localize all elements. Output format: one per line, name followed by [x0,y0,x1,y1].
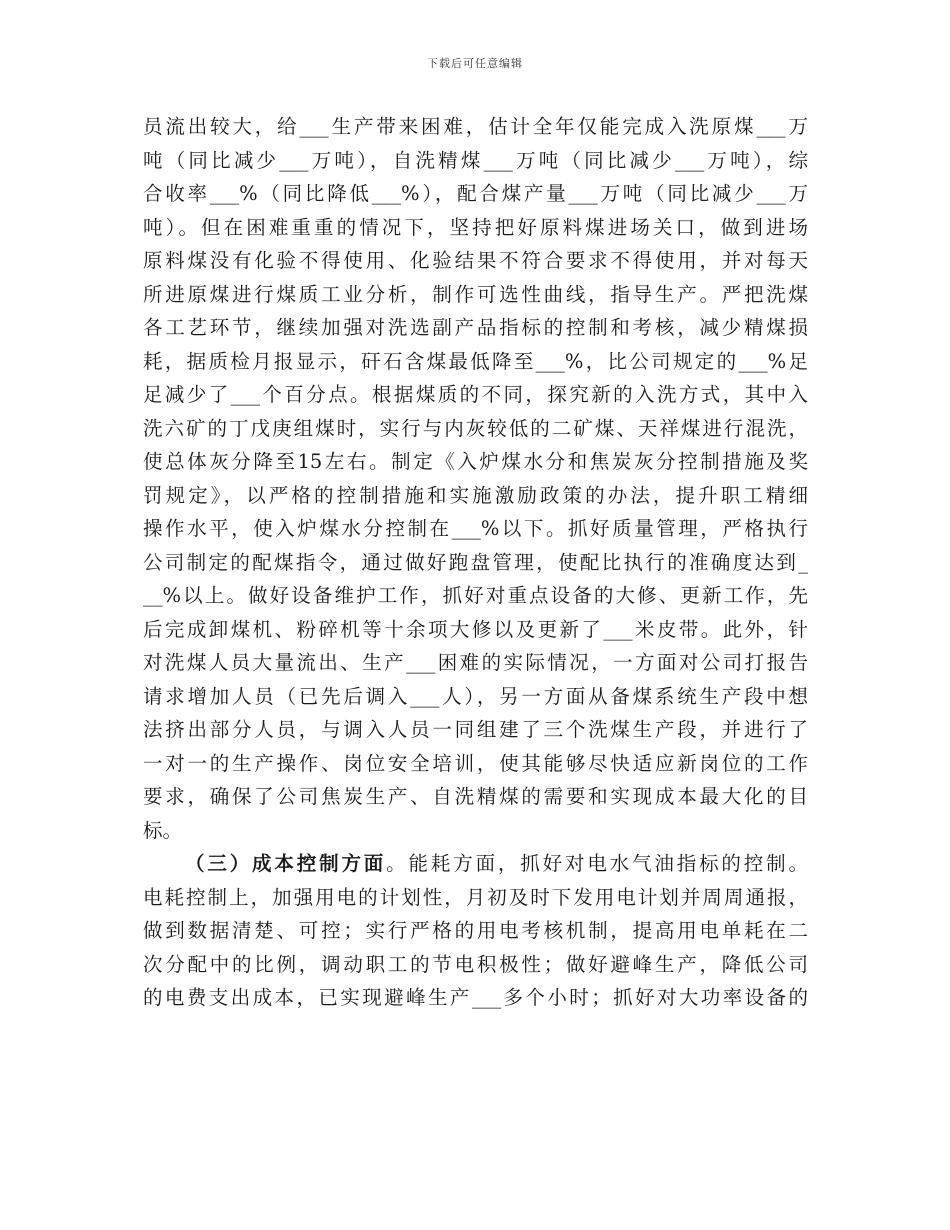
text-line: 合收率___%（同比降低___%），配合煤产量___万吨（同比减少___万 [143,182,808,205]
paragraph-cost-control [143,847,808,1015]
page-header: 下载后可任意编辑 [427,57,523,70]
text-line: __%以上。做好设备维护工作，抓好对重点设备的大修、更新工作，先 [143,584,808,607]
text-line: 员流出较大，给___生产带来困难，估计全年仅能完成入洗原煤___万 [143,115,808,138]
text-line: 公司制定的配煤指令，通过做好跑盘管理，使配比执行的准确度达到_ [143,550,808,574]
text-line: 吨（同比减少___万吨），自洗精煤___万吨（同比减少___万吨），综 [143,148,808,172]
text-line: 所进原煤进行煤质工业分析，制作可选性曲线，指导生产。严把洗煤 [143,282,808,306]
text-line: 的电费支出成本，已实现避峰生产___多个小时；抓好对大功率设备的 [143,986,808,1009]
text-line: 要求，确保了公司焦炭生产、自洗精煤的需要和实现成本最大化的目 [143,785,808,808]
text-line: 操作水平，使入炉煤水分控制在___%以下。抓好质量管理，严格执行 [143,517,808,540]
text-line: 一对一的生产操作、岗位安全培训，使其能够尽快适应新岗位的工作 [143,751,808,775]
text-line: 后完成卸煤机、粉碎机等十余项大修以及更新了___米皮带。此外，针 [143,617,808,641]
text-line: 足减少了___个百分点。根据煤质的不同，探究新的入洗方式，其中入 [143,383,808,406]
document-body [143,110,808,1015]
text-line: 做到数据清楚、可控；实行严格的用电考核机制，提高用电单耗在二 [143,919,808,942]
paragraph-quality-management [143,110,808,847]
text-line: 洗六矿的丁戊庚组煤时，实行与内灰较低的二矿煤、天祥煤进行混洗， [143,416,808,440]
text-line: 次分配中的比例，调动职工的节电积极性；做好避峰生产，降低公司 [143,952,808,976]
text-line: 法挤出部分人员，与调入人员一同组建了三个洗煤生产段，并进行了 [143,718,808,741]
text-line: 电耗控制上，加强用电的计划性，月初及时下发用电计划并周周通报， [143,885,808,909]
text-line: 使总体灰分降至15左右。制定《入炉煤水分和焦炭灰分控制措施及奖 [143,450,808,473]
text-line [143,847,808,881]
text-line: 原料煤没有化验不得使用、化验结果不符合要求不得使用，并对每天 [143,249,808,272]
text-line: 请求增加人员（已先后调入___人），另一方面从备煤系统生产段中想 [143,684,808,708]
heading-line-text: 。能耗方面，抓好对电水气油指标的控制。 [386,852,808,875]
text-line: 吨）。但在困难重重的情况下，坚持把好原料煤进场关口，做到进场 [143,215,808,239]
section-heading: （三）成本控制方面 [185,852,387,875]
text-line: 各工艺环节，继续加强对洗选副产品指标的控制和考核，减少精煤损 [143,316,808,339]
text-line: 罚规定》，以严格的控制措施和实施激励政策的办法，提升职工精细 [143,483,808,507]
text-line: 对洗煤人员大量流出、生产___困难的实际情况，一方面对公司打报告 [143,651,808,674]
text-line: 标。 [143,818,183,842]
text-line: 耗，据质检月报显示，矸石含煤最低降至___%，比公司规定的___%足 [143,349,808,373]
